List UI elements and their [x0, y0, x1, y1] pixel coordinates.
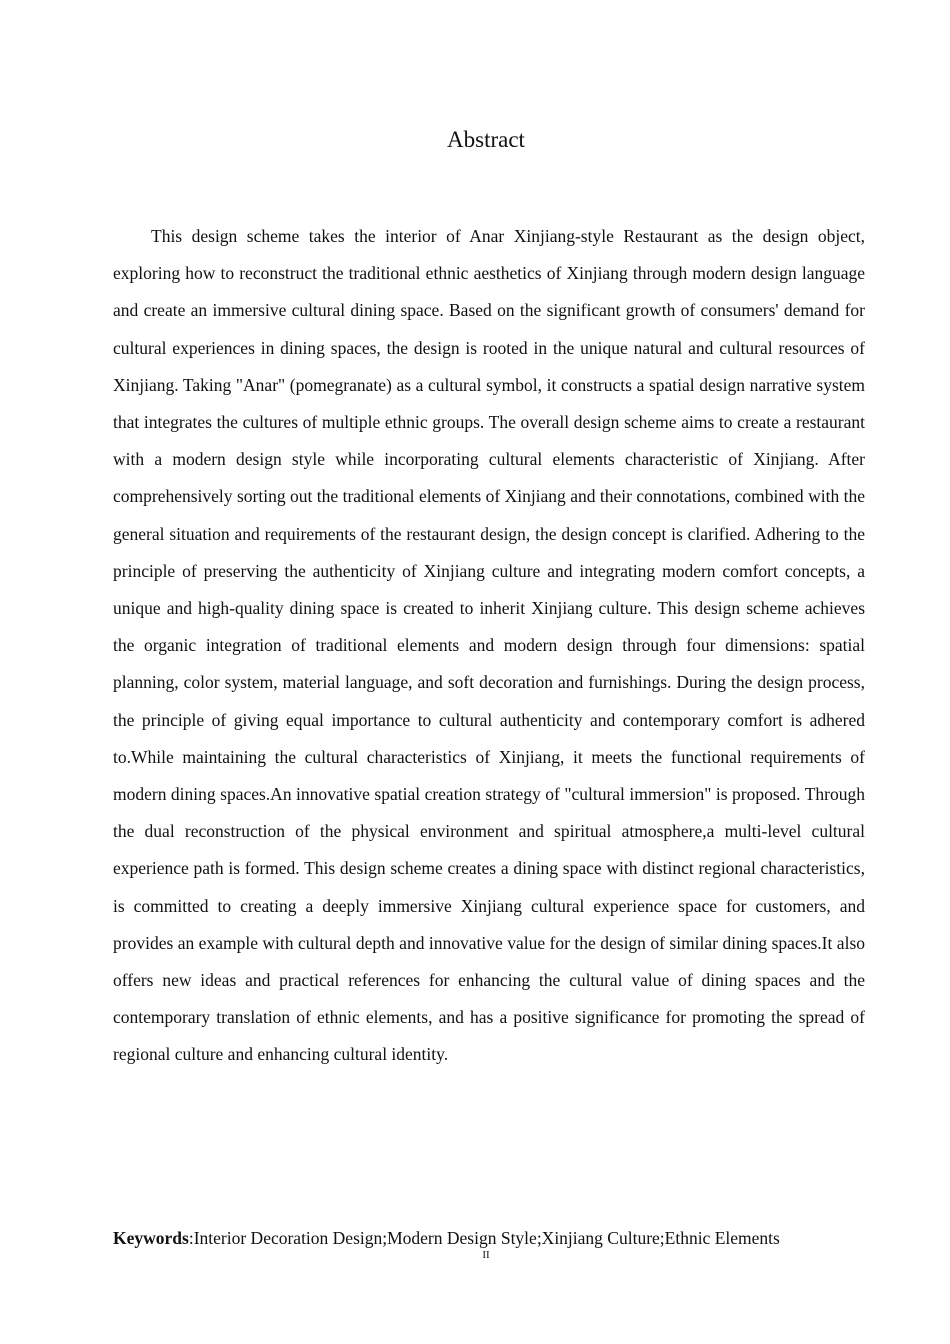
- keywords-separator: :: [188, 1228, 194, 1248]
- keywords-list: Interior Decoration Design;Modern Design Style;Xinjiang Culture;Ethnic Elements: [193, 1228, 780, 1248]
- abstract-title: Abstract: [447, 127, 525, 152]
- page-number: II: [482, 1249, 490, 1261]
- abstract-body: This design scheme takes the interior of Anar Xinjiang-style Restaurant as the design object, exploring how to reconstruct the traditional ethnic aesthetics of Xinjiang through modern design language and create an immersive cultural dining space. Based on the significant growth of consumers' demand for cultural experiences in dining spaces, the design is rooted in the unique natural and cultural resources of Xinjiang. Taking "Anar" (pomegranate) as a cultural symbol, it constructs a spatial design narrative system that integrates the cultures of multiple ethnic groups. The overall design scheme aims to create a restaurant with a modern design style while incorporating cultural elements characteristic of Xinjiang. After comprehensively sorting out the traditional elements of Xinjiang and their connotations, combined with the general situation and requirements of the restaurant design, the design concept is clarified. Adhering to the principle of preserving the authenticity of Xinjiang culture and integrating modern comfort concepts, a unique and high-quality dining space is created to inherit Xinjiang culture. This design scheme achieves the organic integration of traditional elements and modern design through four dimensions: spatial planning, color system, material language, and soft decoration and furnishings. During the design process, the principle of giving equal importance to cultural authenticity and contemporary comfort is adhered to.While maintaining the cultural characteristics of Xinjiang, it meets the functional requirements of modern dining spaces.An innovative spatial creation strategy of "cultural immersion" is proposed. Through the dual reconstruction of the physical environment and spiritual atmosphere,a multi-level cultural experience path is formed. This design scheme creates a dining space with distinct regional characteristics, is committed to creating a deeply immersive Xinjiang cultural experience space for customers, and provides an example with cultural depth and innovative value for the design of similar dining spaces.It also offers new ideas and practical references for enhancing the cultural value of dining spaces and the contemporary translation of ethnic elements, and has a positive significance for promoting the spread of regional culture and enhancing cultural identity.: [113, 226, 865, 1065]
- keywords-label: Keywords: [113, 1228, 189, 1248]
